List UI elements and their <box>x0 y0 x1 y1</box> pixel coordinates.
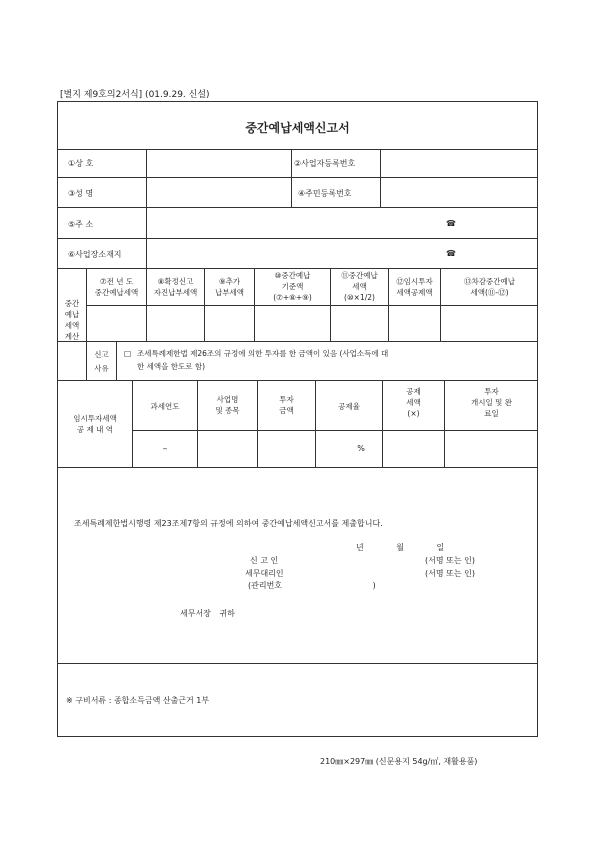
col-additional-tax: ⑨추가 납부세액 <box>215 277 244 297</box>
agent-label: 세무대리인 <box>245 569 284 578</box>
invest-col-period: 투자 개시일 및 완 료일 <box>471 387 512 418</box>
invest-amount-field[interactable] <box>258 431 314 466</box>
reporter-label: 신 고 인 <box>250 556 279 565</box>
col-interim-tax: ⑪중간예납 세액 (⑩×1/2) <box>341 271 378 302</box>
declaration-date: 년 월 일 <box>356 543 445 552</box>
col-self-paid-tax: ⑧확정신고 자진납부세액 <box>153 277 198 297</box>
calc-side-label: 중간 예납 세액 계산 <box>64 299 80 341</box>
label-business-reg-no: ②사업자등록번호 <box>294 159 356 168</box>
paper-spec: 210㎜×297㎜ (신문용지 54g/㎡, 재활용품) <box>320 757 478 766</box>
phone-icon: ☎ <box>446 249 456 258</box>
invest-col-business: 사업명 및 종목 <box>215 395 240 415</box>
company-name-field[interactable] <box>147 150 290 176</box>
name-field[interactable] <box>147 178 290 206</box>
resident-reg-no-field[interactable] <box>381 178 537 206</box>
agent-sign: (서명 또는 인) <box>425 569 475 578</box>
calc-input-13[interactable] <box>441 306 537 340</box>
invest-col-rate: 공제율 <box>338 402 360 411</box>
col-interim-base: ⑩중간예납 기준액 (⑦+⑧+⑨) <box>273 271 312 302</box>
col-temp-invest-credit: ⑫임시투자 세액공제액 <box>396 277 433 297</box>
calc-input-7[interactable] <box>87 306 145 340</box>
invest-period-field[interactable] <box>445 431 537 466</box>
label-name: ③성 명 <box>68 189 94 198</box>
invest-business-field[interactable] <box>198 431 256 466</box>
calc-input-8[interactable] <box>147 306 203 340</box>
declaration-statement: 조세특례제한법시행령 제23조제7항의 규정에 의하여 중간예납세액신고서를 제출합니다. <box>74 519 383 528</box>
management-number: (관리번호 ) <box>248 581 376 590</box>
label-company-name: ①상 호 <box>68 159 94 168</box>
business-location-field[interactable] <box>147 239 537 267</box>
form-title: 중간예납세액신고서 <box>245 121 350 135</box>
reason-text-2: 한 세액을 한도로 함) <box>137 362 206 371</box>
invest-col-amount: 투자 금액 <box>279 395 294 415</box>
label-resident-reg-no: ④주민등록번호 <box>298 189 352 198</box>
invest-rate-percent: % <box>357 444 365 453</box>
calc-input-11[interactable] <box>331 306 387 340</box>
address-field[interactable] <box>147 208 537 237</box>
invest-tax-year-dash: – <box>162 444 168 454</box>
attachment-note: ※ 구비서류 : 종합소득금액 산출근거 1부 <box>66 696 210 705</box>
invest-col-tax-year: 과세연도 <box>150 402 180 411</box>
invest-col-credit: 공제 세액 (×) <box>406 387 421 418</box>
invest-side-label: 임시투자세액 공 제 내 역 <box>73 414 117 434</box>
calc-input-12[interactable] <box>389 306 439 340</box>
label-business-location: ⑥사업장소재지 <box>68 250 122 259</box>
addressee: 세무서장 귀하 <box>180 609 235 618</box>
label-address: ⑤주 소 <box>68 220 94 229</box>
calc-input-10[interactable] <box>255 306 329 340</box>
calc-input-9[interactable] <box>205 306 253 340</box>
business-reg-no-field[interactable] <box>381 150 537 176</box>
form-number-note: [별지 제9호의2서식] (01.9.29. 신설) <box>60 90 210 100</box>
invest-credit-field[interactable] <box>383 431 443 466</box>
reporter-sign: (서명 또는 인) <box>425 556 475 565</box>
reason-label: 신고 사유 <box>94 350 109 373</box>
reason-checkbox[interactable]: □ <box>124 349 132 358</box>
col-prev-interim-tax: ⑦전 년 도 중간예납세액 <box>94 277 139 297</box>
phone-icon: ☎ <box>446 219 456 228</box>
reason-text-1: 조세특례제한법 제26조의 규정에 의한 투자를 한 금액이 있음 (사업소득에 대 <box>137 349 389 358</box>
col-net-interim-tax: ⑬차감중간예납 세액(⑪-⑫) <box>464 277 515 297</box>
